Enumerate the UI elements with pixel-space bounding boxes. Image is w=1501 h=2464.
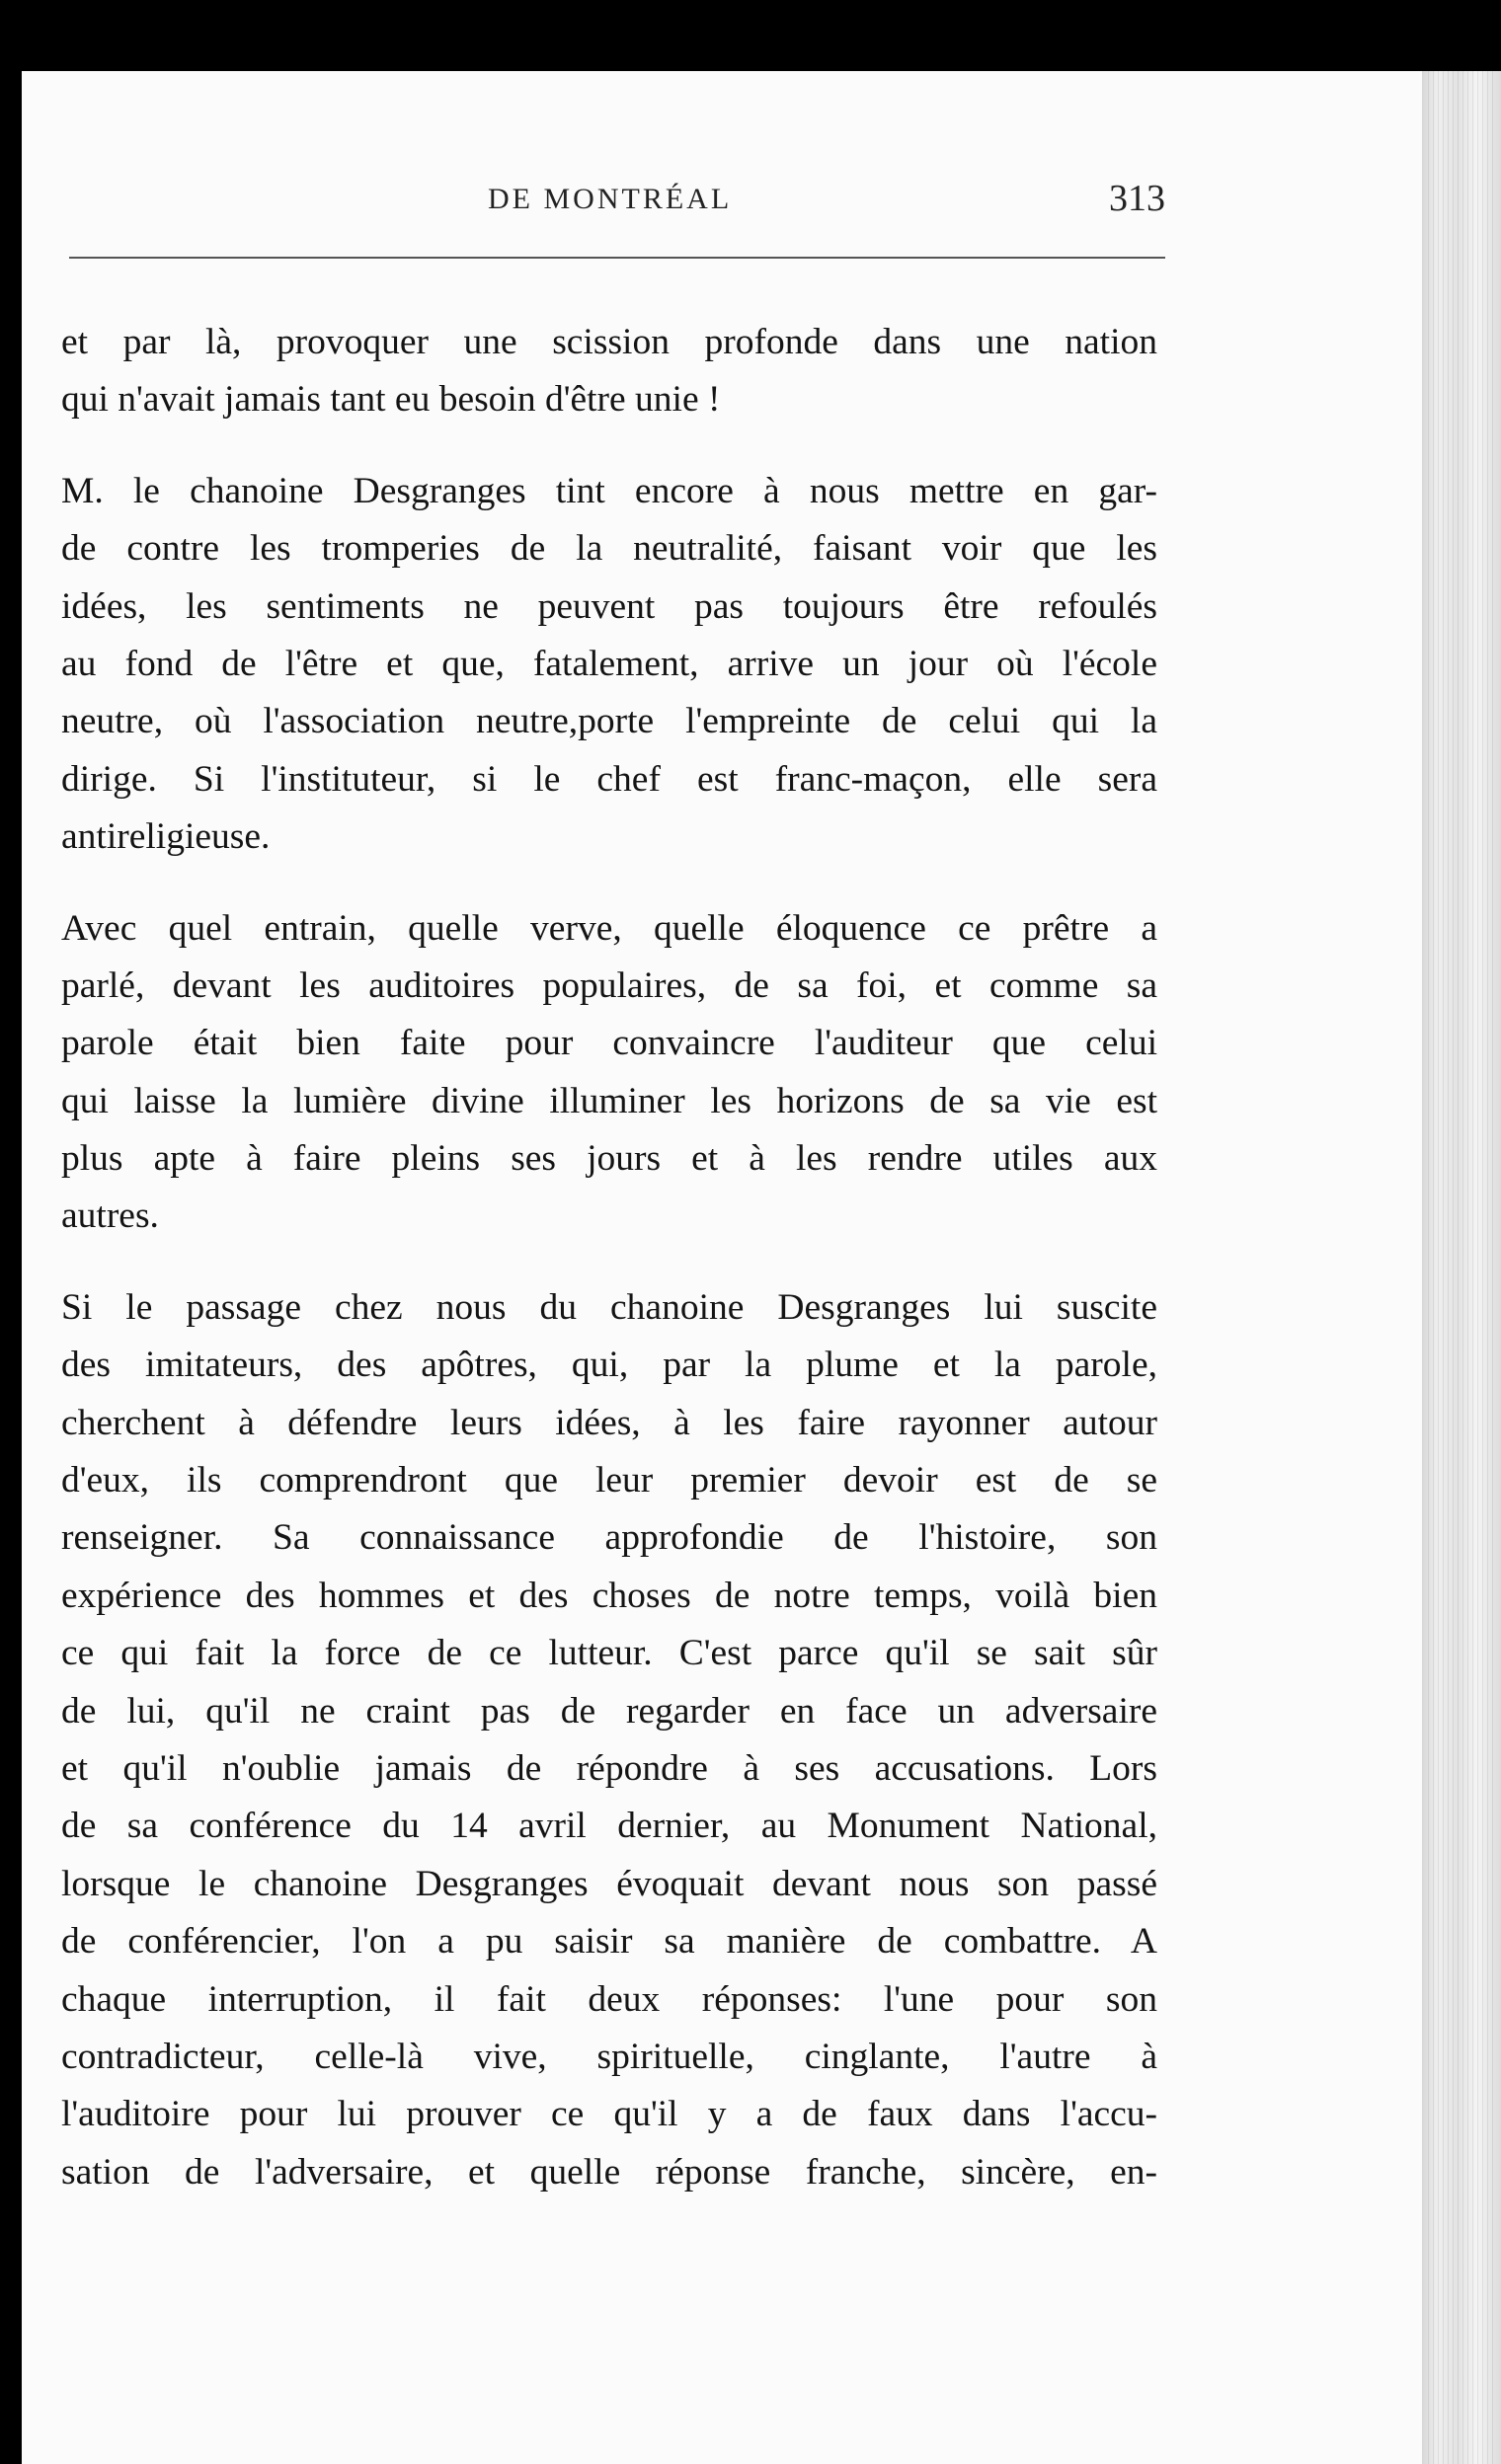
text-line: dirige. Si l'instituteur, si le chef est franc-maçon, elle sera [61, 758, 1157, 800]
page-header [69, 178, 1165, 230]
text-line: au fond de l'être et que, fatalement, arrive un jour où l'école [61, 643, 1157, 684]
text-line: chaque interruption, il fait deux réponses: l'une pour son [61, 1978, 1157, 2020]
text-line: M. le chanoine Desgranges tint encore à nous mettre en gar- [61, 470, 1157, 511]
paragraph-4 [61, 1279, 1157, 2201]
text-line: des imitateurs, des apôtres, qui, par la plume et la parole, [61, 1345, 1157, 1386]
text-line: Si le passage chez nous du chanoine Desgranges lui suscite [61, 1286, 1157, 1328]
text-line: expérience des hommes et des choses de notre temps, voilà bien [61, 1575, 1157, 1616]
text-line: sation de l'adversaire, et quelle réponse franche, sincère, en- [61, 2151, 1157, 2193]
text-line: de sa conférence du 14 avril dernier, au Monument National, [61, 1806, 1157, 1847]
text-line: de contre les tromperies de la neutralité, faisant voir que les [61, 528, 1157, 570]
text-line: idées, les sentiments ne peuvent pas toujours être refoulés [61, 585, 1157, 627]
text-line: antireligieuse. [61, 816, 271, 858]
text-line: Avec quel entrain, quelle verve, quelle éloquence ce prêtre a [61, 907, 1157, 949]
text-line: qui laisse la lumière divine illuminer les horizons de sa vie est [61, 1080, 1157, 1121]
text-line: parole était bien faite pour convaincre l'auditeur que celui [61, 1023, 1157, 1064]
text-line: et par là, provoquer une scission profonde dans une nation [61, 322, 1157, 362]
text-line: renseigner. Sa connaissance approfondie de l'histoire, son [61, 1517, 1157, 1559]
text-line: cherchent à défendre leurs idées, à les faire rayonner autour [61, 1402, 1157, 1443]
text-line: plus apte à faire pleins ses jours et à les rendre utiles aux [61, 1138, 1157, 1180]
text-line: lorsque le chanoine Desgranges évoquait devant nous son passé [61, 1863, 1157, 1904]
text-line: ce qui fait la force de ce lutteur. C'est parce qu'il se sait sûr [61, 1633, 1157, 1674]
text-line: qui n'avait jamais tant eu besoin d'être unie ! [61, 379, 721, 421]
text-line: neutre, où l'association neutre,porte l'empreinte de celui qui la [61, 701, 1157, 742]
text-line: l'auditoire pour lui prouver ce qu'il y a de faux dans l'accu- [61, 2094, 1157, 2135]
text-line: de conférencier, l'on a pu saisir sa manière de combattre. A [61, 1921, 1157, 1963]
text-line: autres. [61, 1195, 159, 1237]
text-line: de lui, qu'il ne craint pas de regarder en face un adversaire [61, 1690, 1157, 1732]
text-line: contradicteur, celle-là vive, spirituelle, cinglante, l'autre à [61, 2036, 1157, 2077]
running-head: DE MONTRÉAL [488, 183, 733, 215]
page-stack-edges [1428, 71, 1497, 2464]
body-text [61, 314, 1157, 2235]
header-rule [69, 257, 1165, 259]
paragraph-3 [61, 900, 1157, 1246]
text-line: parlé, devant les auditoires populaires, de sa foi, et comme sa [61, 964, 1157, 1006]
text-line: d'eux, ils comprendront que leur premier devoir est de se [61, 1460, 1157, 1502]
page-number: 313 [1109, 178, 1165, 219]
paragraph-1 [61, 314, 1157, 429]
text-line: et qu'il n'oublie jamais de répondre à ses accusations. Lors [61, 1747, 1157, 1789]
paragraph-2 [61, 463, 1157, 867]
